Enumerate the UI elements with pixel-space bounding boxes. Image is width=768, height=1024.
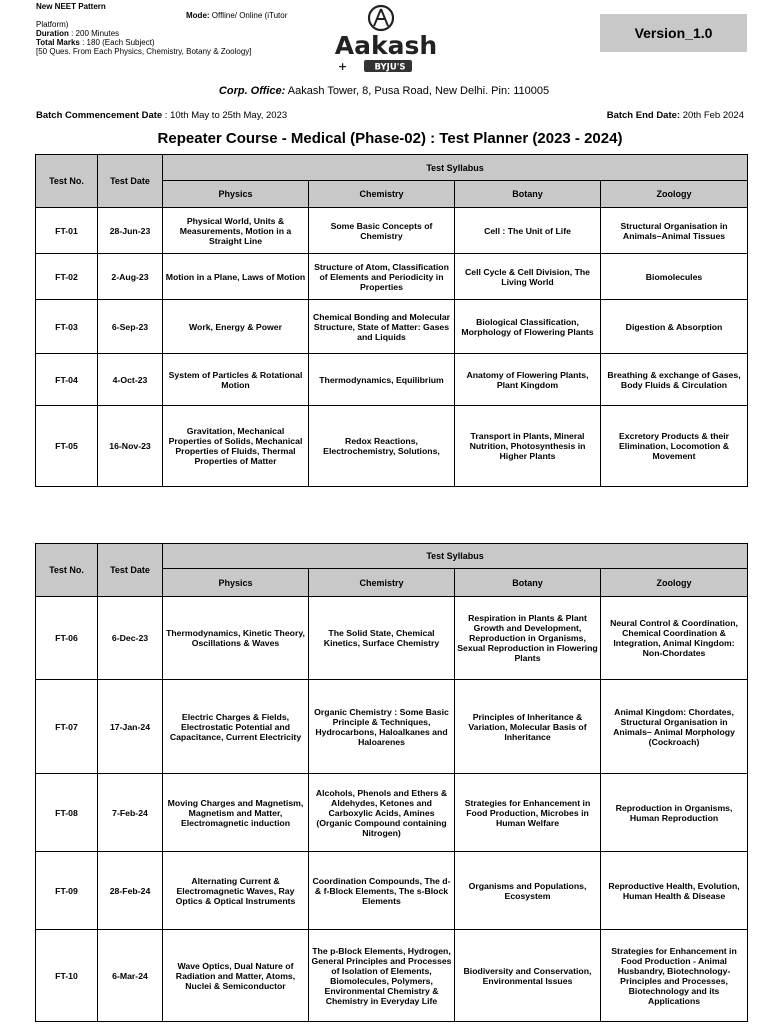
header-test-no: Test No. (36, 155, 98, 208)
batch-end (607, 110, 744, 121)
chemistry-syllabus: Chemical Bonding and Molecular Structure, State of Matter: Gases and Liquids (309, 300, 455, 354)
header-syllabus: Test Syllabus (163, 544, 748, 569)
chemistry-syllabus: The Solid State, Chemical Kinetics, Surface Chemistry (309, 597, 455, 680)
botany-syllabus: Strategies for Enhancement in Food Production, Microbes in Human Welfare (455, 774, 601, 852)
table-row (36, 254, 748, 300)
logo-text: Aakash (334, 31, 438, 60)
zoology-syllabus: Neural Control & Coordination, Chemical Coordination & Integration, Animal Kingdom: Non-Chordates (601, 597, 748, 680)
table-row (36, 208, 748, 254)
test-no: FT-06 (36, 597, 98, 680)
questions-text: [50 Ques. From Each Physics, Chemistry, Botany & Zoology] (36, 47, 252, 56)
botany-syllabus: Biological Classification, Morphology of Flowering Plants (455, 300, 601, 354)
zoology-syllabus: Reproduction in Organisms, Human Reproduction (601, 774, 748, 852)
zoology-syllabus: Animal Kingdom: Chordates, Structural Organisation in Animals– Animal Morphology (Cockroach) (601, 680, 748, 774)
chemistry-syllabus: Structure of Atom, Classification of Elements and Periodicity in Properties (309, 254, 455, 300)
zoology-syllabus: Biomolecules (601, 254, 748, 300)
table-row (36, 680, 748, 774)
test-planner-table-2 (35, 543, 748, 1022)
header-zoology: Zoology (601, 181, 748, 208)
physics-syllabus: Physical World, Units & Measurements, Motion in a Straight Line (163, 208, 309, 254)
test-date: 2-Aug-23 (98, 254, 163, 300)
table-row (36, 852, 748, 930)
test-date: 6-Dec-23 (98, 597, 163, 680)
botany-syllabus: Cell Cycle & Cell Division, The Living World (455, 254, 601, 300)
botany-syllabus: Transport in Plants, Mineral Nutrition, Photosynthesis in Higher Plants (455, 406, 601, 487)
mode-label: Mode: (186, 11, 210, 20)
botany-syllabus: Cell : The Unit of Life (455, 208, 601, 254)
test-date: 4-Oct-23 (98, 354, 163, 406)
zoology-syllabus: Breathing & exchange of Gases, Body Fluids & Circulation (601, 354, 748, 406)
test-no: FT-09 (36, 852, 98, 930)
physics-syllabus: Gravitation, Mechanical Properties of Solids, Mechanical Properties of Fluids, Thermal Properties of Matter (163, 406, 309, 487)
header-test-date: Test Date (98, 155, 163, 208)
test-no: FT-02 (36, 254, 98, 300)
table-row (36, 597, 748, 680)
zoology-syllabus: Reproductive Health, Evolution, Human Health & Disease (601, 852, 748, 930)
marks-label: Total Marks (36, 38, 80, 47)
batch-start (36, 110, 287, 121)
test-no: FT-05 (36, 406, 98, 487)
header-physics: Physics (163, 181, 309, 208)
mode-value: Offline/ Online (iTutor (209, 11, 288, 20)
test-date: 17-Jan-24 (98, 680, 163, 774)
header-botany: Botany (455, 181, 601, 208)
batch-start-value: : 10th May to 25th May, 2023 (162, 110, 288, 121)
zoology-syllabus: Structural Organisation in Animals–Animal Tissues (601, 208, 748, 254)
physics-syllabus: Work, Energy & Power (163, 300, 309, 354)
physics-syllabus: System of Particles & Rotational Motion (163, 354, 309, 406)
chemistry-syllabus: Thermodynamics, Equilibrium (309, 354, 455, 406)
batch-end-value: 20th Feb 2024 (680, 110, 744, 121)
version-badge: Version_1.0 (600, 14, 747, 52)
corp-office (0, 85, 768, 97)
test-no: FT-03 (36, 300, 98, 354)
chemistry-syllabus: Alcohols, Phenols and Ethers & Aldehydes, Ketones and Carboxylic Acids, Amines (Organic Compound containing Nitrogen) (309, 774, 455, 852)
botany-syllabus: Biodiversity and Conservation, Environmental Issues (455, 930, 601, 1022)
header-chemistry: Chemistry (309, 181, 455, 208)
physics-syllabus: Alternating Current & Electromagnetic Waves, Ray Optics & Optical Instruments (163, 852, 309, 930)
test-planner-table-1 (35, 154, 748, 487)
zoology-syllabus: Excretory Products & their Elimination, Locomotion & Movement (601, 406, 748, 487)
chemistry-syllabus: Organic Chemistry : Some Basic Principle & Techniques, Hydrocarbons, Haloalkanes and Haloarenes (309, 680, 455, 774)
table-row (36, 300, 748, 354)
aakash-logo-mark-icon (330, 4, 442, 76)
svg-text:+: + (338, 60, 348, 73)
batch-start-label: Batch Commencement Date (36, 110, 163, 121)
header-chemistry: Chemistry (309, 569, 455, 597)
test-no: FT-04 (36, 354, 98, 406)
zoology-syllabus: Digestion & Absorption (601, 300, 748, 354)
page-title: Repeater Course - Medical (Phase-02) : Test Planner (2023 - 2024) (157, 130, 623, 147)
test-no: FT-08 (36, 774, 98, 852)
pattern-label: New NEET Pattern (36, 2, 106, 11)
header-test-no: Test No. (36, 544, 98, 597)
aakash-logo (330, 4, 442, 76)
corp-label: Corp. Office: (218, 85, 286, 97)
zoology-syllabus: Strategies for Enhancement in Food Production - Animal Husbandry, Biotechnology- Principles and Processes, Biotechnology and its Applications (601, 930, 748, 1022)
table-row (36, 774, 748, 852)
botany-syllabus: Principles of Inheritance & Variation, Molecular Basis of Inheritance (455, 680, 601, 774)
header-test-date: Test Date (98, 544, 163, 597)
duration-label: Duration (36, 29, 69, 38)
botany-syllabus: Anatomy of Flowering Plants, Plant Kingdom (455, 354, 601, 406)
logo-sub-text: BYJU'S (374, 62, 406, 73)
chemistry-syllabus: Coordination Compounds, The d- & f-Block Elements, The s-Block Elements (309, 852, 455, 930)
test-no: FT-10 (36, 930, 98, 1022)
marks-value: : 180 (Each Subject) (79, 38, 155, 47)
table-row (36, 930, 748, 1022)
physics-syllabus: Wave Optics, Dual Nature of Radiation and Matter, Atoms, Nuclei & Semiconductor (163, 930, 309, 1022)
header-physics: Physics (163, 569, 309, 597)
table-row (36, 354, 748, 406)
physics-syllabus: Electric Charges & Fields, Electrostatic Potential and Capacitance, Current Electricity (163, 680, 309, 774)
header-syllabus: Test Syllabus (163, 155, 748, 181)
chemistry-syllabus: The p-Block Elements, Hydrogen, General Principles and Processes of Isolation of Elements, Biomolecules, Polymers, Environmental Chemistry & Chemistry in Everyday Life (309, 930, 455, 1022)
batch-end-label: Batch End Date: (606, 110, 681, 121)
test-date: 28-Feb-24 (98, 852, 163, 930)
header-zoology: Zoology (601, 569, 748, 597)
test-date: 6-Mar-24 (98, 930, 163, 1022)
header-botany: Botany (455, 569, 601, 597)
physics-syllabus: Motion in a Plane, Laws of Motion (163, 254, 309, 300)
physics-syllabus: Thermodynamics, Kinetic Theory, Oscillations & Waves (163, 597, 309, 680)
test-date: 7-Feb-24 (98, 774, 163, 852)
platform-text: Platform) (36, 20, 69, 29)
test-date: 6-Sep-23 (98, 300, 163, 354)
botany-syllabus: Organisms and Populations, Ecosystem (455, 852, 601, 930)
test-no: FT-01 (36, 208, 98, 254)
test-no: FT-07 (36, 680, 98, 774)
table-row (36, 406, 748, 487)
corp-address: Aakash Tower, 8, Pusa Road, New Delhi. Pin: 110005 (285, 85, 550, 97)
duration-value: : 200 Minutes (68, 29, 120, 38)
mode-info (186, 11, 336, 20)
chemistry-syllabus: Redox Reactions, Electrochemistry, Solutions, (309, 406, 455, 487)
physics-syllabus: Moving Charges and Magnetism, Magnetism and Matter, Electromagnetic induction (163, 774, 309, 852)
chemistry-syllabus: Some Basic Concepts of Chemistry (309, 208, 455, 254)
test-date: 28-Jun-23 (98, 208, 163, 254)
botany-syllabus: Respiration in Plants & Plant Growth and Development, Reproduction in Organisms, Sexual Reproduction in Flowering Plants (455, 597, 601, 680)
test-date: 16-Nov-23 (98, 406, 163, 487)
